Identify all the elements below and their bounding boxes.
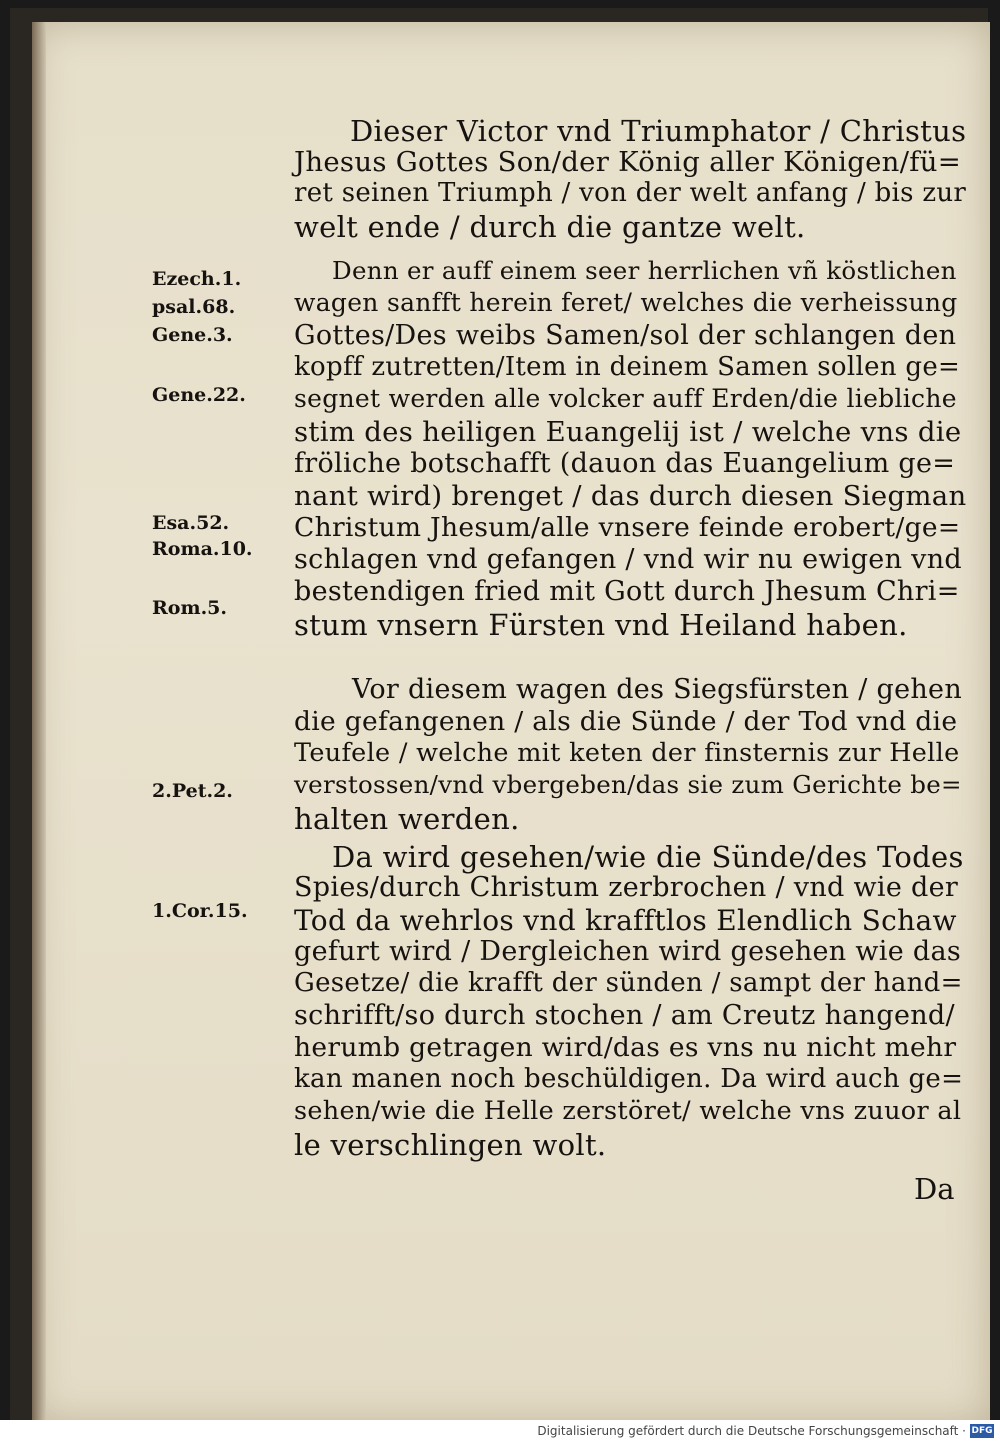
text-line: le verschlingen wolt. — [294, 1128, 607, 1162]
text-line: verstossen/vnd vbergeben/das sie zum Gerichte be= — [294, 770, 962, 799]
text-line: gefurt wird / Dergleichen wird gesehen wie das — [294, 936, 962, 967]
text-line: nant wird) brenget / das durch diesen Siegman — [294, 480, 967, 512]
margin-note: Roma.10. — [152, 538, 253, 560]
margin-note: Ezech.1. — [152, 268, 242, 290]
text-line: stum vnsern Fürsten vnd Heiland haben. — [294, 608, 908, 642]
text-line: Tod da wehrlos vnd krafftlos Elendlich Schaw — [294, 904, 957, 937]
text-line: Denn er auff einem seer herrlichen vñ köstlichen — [332, 256, 957, 285]
text-line: Spies/durch Christum zerbrochen / vnd wie der — [294, 872, 959, 903]
book-page — [32, 22, 990, 1424]
funding-credit: Digitalisierung gefördert durch die Deutsche Forschungsgemeinschaft · — [537, 1424, 966, 1438]
text-line: herumb getragen wird/das es vns nu nicht mehr — [294, 1032, 957, 1063]
text-line: Jhesus Gottes Son/der König aller Königen/fü= — [294, 146, 962, 178]
text-line: die gefangenen / als die Sünde / der Tod vnd die — [294, 706, 958, 737]
text-line: kopff zutretten/Item in deinem Samen sollen ge= — [294, 352, 961, 382]
text-line: schlagen vnd gefangen / vnd wir nu ewigen vnd — [294, 544, 962, 575]
margin-note: Rom.5. — [152, 597, 228, 619]
text-line: welt ende / durch die gantze welt. — [294, 210, 806, 244]
text-line: Vor diesem wagen des Siegsfürsten / gehen — [352, 674, 963, 705]
text-line: Dieser Victor vnd Triumphator / Christus — [350, 114, 967, 148]
text-line: Christum Jhesum/alle vnsere feinde erobert/ge= — [294, 512, 961, 543]
text-line: bestendigen fried mit Gott durch Jhesum Chri= — [294, 576, 960, 607]
text-line: Gesetze/ die krafft der sünden / sampt der hand= — [294, 968, 963, 998]
text-line: Da wird gesehen/wie die Sünde/des Todes — [332, 840, 964, 874]
scan-frame — [10, 8, 988, 1420]
text-line: segnet werden alle volcker auff Erden/die liebliche — [294, 384, 957, 413]
dfg-logo-icon: DFG — [971, 1426, 993, 1436]
text-line: stim des heiligen Euangelij ist / welche vns die — [294, 416, 962, 448]
catchword: Da — [914, 1172, 955, 1206]
text-line: Gottes/Des weibs Samen/sol der schlangen den — [294, 320, 957, 351]
text-line: schrifft/so durch stochen / am Creutz hangend/ — [294, 1000, 955, 1031]
margin-note: psal.68. — [152, 296, 236, 318]
margin-note: Gene.3. — [152, 324, 233, 346]
text-line: Teufele / welche mit keten der finsternis zur Helle — [294, 738, 960, 768]
text-line: ret seinen Triumph / von der welt anfang / bis zur — [294, 178, 967, 208]
text-line: wagen sanfft herein feret/ welches die verheissung — [294, 288, 958, 317]
digitization-footer — [0, 1420, 1000, 1444]
margin-note: 2.Pet.2. — [152, 780, 233, 802]
text-line: kan manen noch beschüldigen. Da wird auch ge= — [294, 1064, 964, 1094]
margin-note: 1.Cor.15. — [152, 900, 248, 922]
text-line: fröliche botschafft (dauon das Euangelium ge= — [294, 448, 956, 479]
margin-note: Gene.22. — [152, 384, 246, 406]
text-line: sehen/wie die Helle zerstöret/ welche vns zuuor al — [294, 1096, 962, 1126]
text-line: halten werden. — [294, 802, 520, 836]
margin-note: Esa.52. — [152, 512, 230, 534]
page-gutter-edge — [32, 22, 46, 1424]
